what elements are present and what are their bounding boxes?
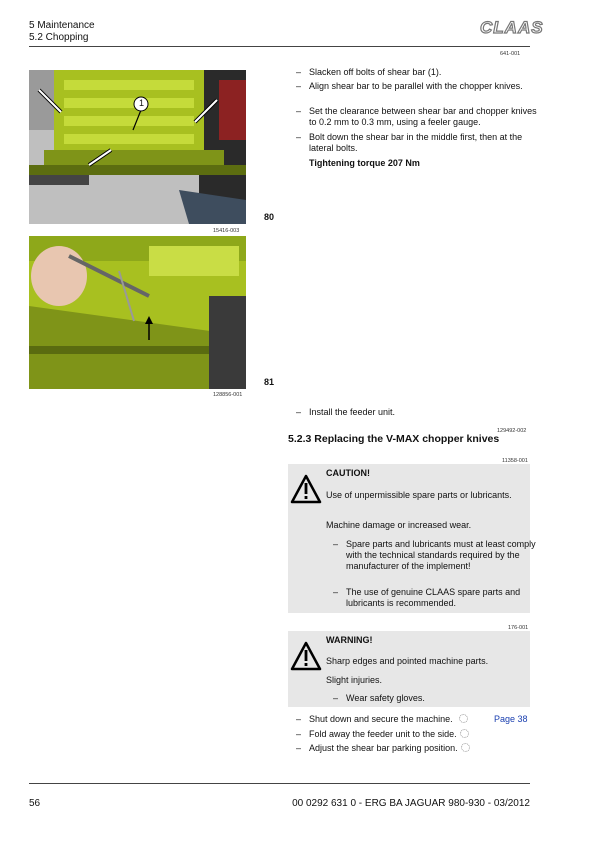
tightening-torque: Tightening torque 207 Nm <box>309 158 420 168</box>
step-bolt-down: – Bolt down the shear bar in the middle first, then at the lateral bolts. <box>296 132 523 153</box>
reference-gear-icon <box>459 714 468 723</box>
step-slacken-bolts: – Slacken off bolts of shear bar (1). <box>296 67 442 77</box>
warning-triangle-icon <box>290 474 322 504</box>
figure-80-number: 80 <box>264 212 275 222</box>
document-id: 00 0292 631 0 - ERG BA JAGUAR 980-930 - 03/2012 <box>292 798 530 809</box>
warning-ref-code: 176-001 <box>508 625 529 631</box>
chopper-shear-bar-image <box>29 70 246 224</box>
section-title: 5.2.3 Replacing the V-MAX chopper knives <box>288 433 500 445</box>
chapter-heading: 5 Maintenance <box>29 20 95 31</box>
figure-81-code: 128856-001 <box>213 392 243 398</box>
warning-measure-1: – Wear safety gloves. <box>333 693 425 703</box>
header-rule <box>29 46 530 47</box>
page-number: 56 <box>29 798 41 809</box>
page-38-link[interactable]: Page 38 <box>494 714 528 724</box>
step-fold-feeder: – Fold away the feeder unit to the side. <box>296 729 545 740</box>
figure-80-code: 15416-003 <box>213 228 240 234</box>
figure-80-photo <box>29 70 246 224</box>
caution-hazard: Use of unpermissible spare parts or lubricants. <box>326 490 512 500</box>
footer-rule <box>29 783 530 784</box>
warning-triangle-icon <box>290 641 322 671</box>
step-install-feeder: – Install the feeder unit. <box>296 407 396 417</box>
section-heading: 5.2 Chopping <box>29 32 89 43</box>
caution-ref-code: 11358-001 <box>502 458 528 464</box>
caution-measure-2: – The use of genuine CLAAS spare parts and lubricants is recommended. <box>333 587 521 608</box>
caution-measure-1: – Spare parts and lubricants must at least comply with the technical standards required by the manufacturer of the implement! <box>333 539 536 571</box>
warning-box <box>288 631 530 707</box>
caution-box <box>288 464 536 613</box>
step-align-shear-bar: – Align shear bar to be parallel with the chopper knives. <box>296 81 523 91</box>
step-set-clearance: – Set the clearance between shear bar and chopper knives to 0.2 mm to 0.3 mm, using a feeler gauge. <box>296 106 537 127</box>
reference-gear-icon <box>460 729 469 738</box>
caution-title: CAUTION! <box>326 468 370 478</box>
callout-1: 1 <box>138 98 144 108</box>
warning-title: WARNING! <box>326 635 373 645</box>
reference-gear-icon <box>461 743 470 752</box>
warning-hazard: Sharp edges and pointed machine parts. <box>326 656 489 666</box>
caution-consequence: Machine damage or increased wear. <box>326 520 472 530</box>
section-ref-code: 129492-002 <box>497 428 527 434</box>
step-shut-down: – Shut down and secure the machine. Page 38 <box>296 714 528 724</box>
ref-code-top: 641-001 <box>500 51 521 57</box>
warning-consequence: Slight injuries. <box>326 675 383 685</box>
figure-81-number: 81 <box>264 377 275 387</box>
figure-81-photo <box>29 236 246 389</box>
step-adjust-parking: – Adjust the shear bar parking position. <box>296 743 545 754</box>
claas-logo: CLAAS <box>480 18 544 37</box>
feeler-gauge-image <box>29 236 246 389</box>
